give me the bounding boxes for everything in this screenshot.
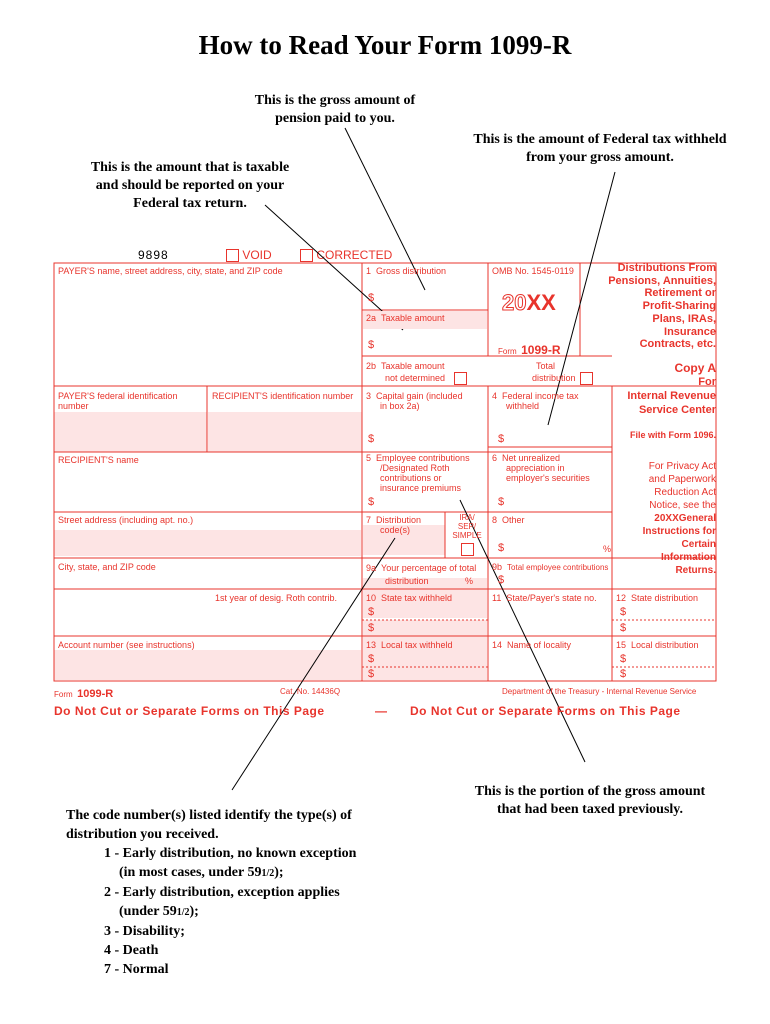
box-number: 4 [492,391,498,401]
side-title-line: Plans, IRAs, [652,312,716,325]
roth-year-label: 1st year of desig. Roth contrib. [215,593,338,603]
box-text: contributions or [380,473,442,483]
box10-dollar-2: $ [368,622,375,634]
privacy-line: Instructions for [642,526,716,537]
code-text: (in most cases, under 59 [119,865,262,880]
box10-dollar-1: $ [368,606,375,618]
ira-sep-simple-label [446,513,488,540]
payer-name-label: PAYER'S name, street address, city, state, and ZIP code [58,266,283,276]
privacy-line: and Paperwork [648,474,716,485]
box-text: Local distribution [631,640,699,650]
box3-dollar: $ [368,433,375,445]
box-text: code(s) [380,525,411,535]
side-title-line: Distributions From [617,262,716,274]
box12-dollar-2: $ [620,622,627,634]
privacy-line: Notice, see the [649,500,716,511]
form-code: 9898 [138,248,169,262]
box-number: 11 [492,593,502,603]
codes-intro-line: distribution you received. [66,827,219,842]
box2b-checkbox[interactable] [454,372,467,385]
box-number: 2b [366,361,377,371]
box4-label [492,391,579,411]
box8-percent: % [603,544,612,554]
cat-no: Cat. No. 14436Q [280,687,341,696]
annotation-line: and should be reported on your [95,178,285,193]
code-text: (under 59 [119,904,177,919]
box9a-label [366,562,476,588]
box12-label [616,593,698,603]
privacy-block [612,460,716,577]
box-number: 13 [366,640,377,650]
form-name-footer [54,684,113,702]
privacy-line: Certain [681,539,716,550]
copy-line: Copy A [674,361,716,375]
city-label: City, state, and ZIP code [58,562,156,572]
omb-number: OMB No. 1545-0119 [492,266,574,276]
code-half: 1/2 [261,868,275,879]
corrected-label: CORRECTED [316,248,393,262]
box-number: 8 [492,515,498,525]
box6-label [492,453,590,483]
annotation-line: pension paid to you. [275,111,395,126]
code-item: 2 - Early distribution, exception applies [104,885,340,900]
copy-line: Internal Revenue [627,390,716,402]
payer-id-label: PAYER'S federal identification number [58,391,178,411]
box-text: withheld [506,401,540,411]
copy-a-block [612,361,716,417]
box8-dollar: $ [498,542,505,554]
recipient-name-label: RECIPIENT'S name [58,455,139,465]
code-item [119,902,396,922]
box10-label [366,593,452,603]
box-number: 1 [366,266,372,276]
code-text: ); [189,904,199,919]
box-number: 9a [366,563,377,573]
shade-account [54,650,361,680]
box-text: appreciation in [506,463,565,473]
privacy-line [612,512,716,525]
annotation-line: Federal tax return. [133,196,247,211]
general-word: General [678,513,716,524]
box-number: 15 [616,640,627,650]
code-item: 3 - Disability; [104,924,185,939]
box5-label [366,453,470,493]
box-text: Other [502,515,525,525]
box2a-dollar: $ [368,339,375,351]
shade-payer-id [54,412,207,452]
do-not-cut-right: Do Not Cut or Separate Forms on This Page [410,704,681,718]
form-word: Form [498,347,517,356]
shade-street [54,530,361,556]
box6-dollar: $ [498,496,505,508]
code-item: 1 - Early distribution, no known exception [104,846,357,861]
privacy-line: Returns. [675,565,716,576]
box7-label [366,515,421,535]
file-with-label: File with Form 1096. [629,430,716,440]
box9b-label [492,562,608,573]
side-title-line: Pensions, Annuities, [608,274,716,287]
annotation-line: that had been taxed previously. [496,802,684,817]
void-label: VOID [242,248,272,262]
box-text: insurance premiums [380,483,462,493]
codes-intro-line: The code number(s) listed identify the type(s) of [66,808,352,823]
ira-line: IRA/ [459,513,475,522]
box2b-total [532,360,593,385]
box-text: State distribution [631,593,699,603]
box11-label [492,593,597,603]
box-text: Employee contributions [376,453,470,463]
street-label: Street address (including apt. no.) [58,515,194,525]
box15-label [616,640,699,650]
box-number: 12 [616,593,627,603]
box-text: Local tax withheld [381,640,453,650]
box15-dollar-2: $ [620,668,627,680]
box-text: Net unrealized [502,453,561,463]
box-number: 3 [366,391,372,401]
recipient-id-label: RECIPIENT'S identification number [212,391,354,401]
box-text: Taxable amount [381,313,445,323]
general-prefix: 20XX [654,513,679,524]
box9a-percent: % [465,576,474,586]
box-text: Total employee contributions [507,563,609,572]
ira-line: SEP/ [457,522,477,531]
code-item: 7 - Normal [104,962,169,977]
code-item: 4 - Death [104,943,159,958]
side-title-line: Contracts, etc. [639,338,716,351]
box-text: employer's securities [506,473,590,483]
annotation-line: This is the portion of the gross amount [474,784,706,799]
box-text: State tax withheld [381,593,453,603]
box-number: 2a [366,313,377,323]
ira-checkbox[interactable] [461,543,474,556]
copy-line: For [698,376,716,388]
box-text: Taxable amount [381,361,445,371]
box-text: Federal income tax [502,391,579,401]
box12-dollar-1: $ [620,606,627,618]
annotation-line: This is the gross amount of [254,93,416,108]
shade-box13 [363,620,487,680]
box14-label [492,640,571,650]
box-text: Distribution [376,515,422,525]
box9b-dollar: $ [498,574,505,586]
box-number: 9b [492,562,503,572]
box-number: 5 [366,453,372,463]
code-item [119,863,396,883]
department-label: Department of the Treasury - Internal Revenue Service [502,687,697,696]
box-text: Name of locality [507,640,572,650]
year-suffix: XX [526,290,556,315]
code-half: 1/2 [176,907,190,918]
box1-dollar: $ [368,292,375,304]
box-text: Your percentage of total [381,563,477,573]
annotation-line: This is the amount of Federal tax withheld [473,132,727,147]
annotation-line: from your gross amount. [526,150,674,165]
box-text: distribution [385,576,429,586]
do-not-cut-dash: — [375,704,388,718]
account-label: Account number (see instructions) [58,640,195,650]
box2a-label [363,311,487,329]
annotation-line: This is the amount that is taxable [90,160,290,175]
total-distribution-checkbox[interactable] [580,372,593,385]
box1-label [366,266,446,276]
box4-dollar: $ [498,433,505,445]
box-text: Total [536,361,556,371]
side-title-line: Retirement or [644,287,716,300]
side-title-line: Profit-Sharing [642,300,716,313]
privacy-line: For Privacy Act [648,461,716,472]
box-text: not determined [385,373,446,383]
do-not-cut-left: Do Not Cut or Separate Forms on This Page [54,704,325,718]
box15-dollar-1: $ [620,653,627,665]
box-text: State/Payer's state no. [506,593,597,603]
box-number: 6 [492,453,498,463]
page-title: How to Read Your Form 1099-R [198,30,572,60]
privacy-line: Reduction Act [654,487,716,498]
privacy-line: Information [661,552,716,563]
box-number: 14 [492,640,503,650]
code-text: ); [274,865,284,880]
box13-dollar-2: $ [368,668,375,680]
shade-recipient-id [208,412,362,452]
form-name: 1099-R [521,343,561,357]
box-text: distribution [532,373,576,383]
box-number: 7 [366,515,372,525]
box13-dollar-1: $ [368,653,375,665]
box-text: /Designated Roth [380,463,450,473]
box2b-label [366,360,467,385]
ira-line: SIMPLE [452,531,482,540]
year-prefix: 20 [502,290,527,315]
form-word: Form [54,690,73,699]
copy-line: Service Center [638,404,716,416]
box-text: Gross distribution [376,266,447,276]
form-name: 1099-R [77,688,114,700]
box5-dollar: $ [368,496,375,508]
codes-block [66,806,396,979]
form-name-header [498,341,560,359]
box-text: in box 2a) [380,401,420,411]
side-title-line: Insurance [664,325,716,338]
box8-label [492,515,525,525]
box-number: 10 [366,593,377,603]
box-text: Capital gain (included [376,391,463,401]
box13-label [366,640,453,650]
form-year [502,290,556,316]
box3-label [366,391,463,411]
form-side-title [586,262,716,351]
